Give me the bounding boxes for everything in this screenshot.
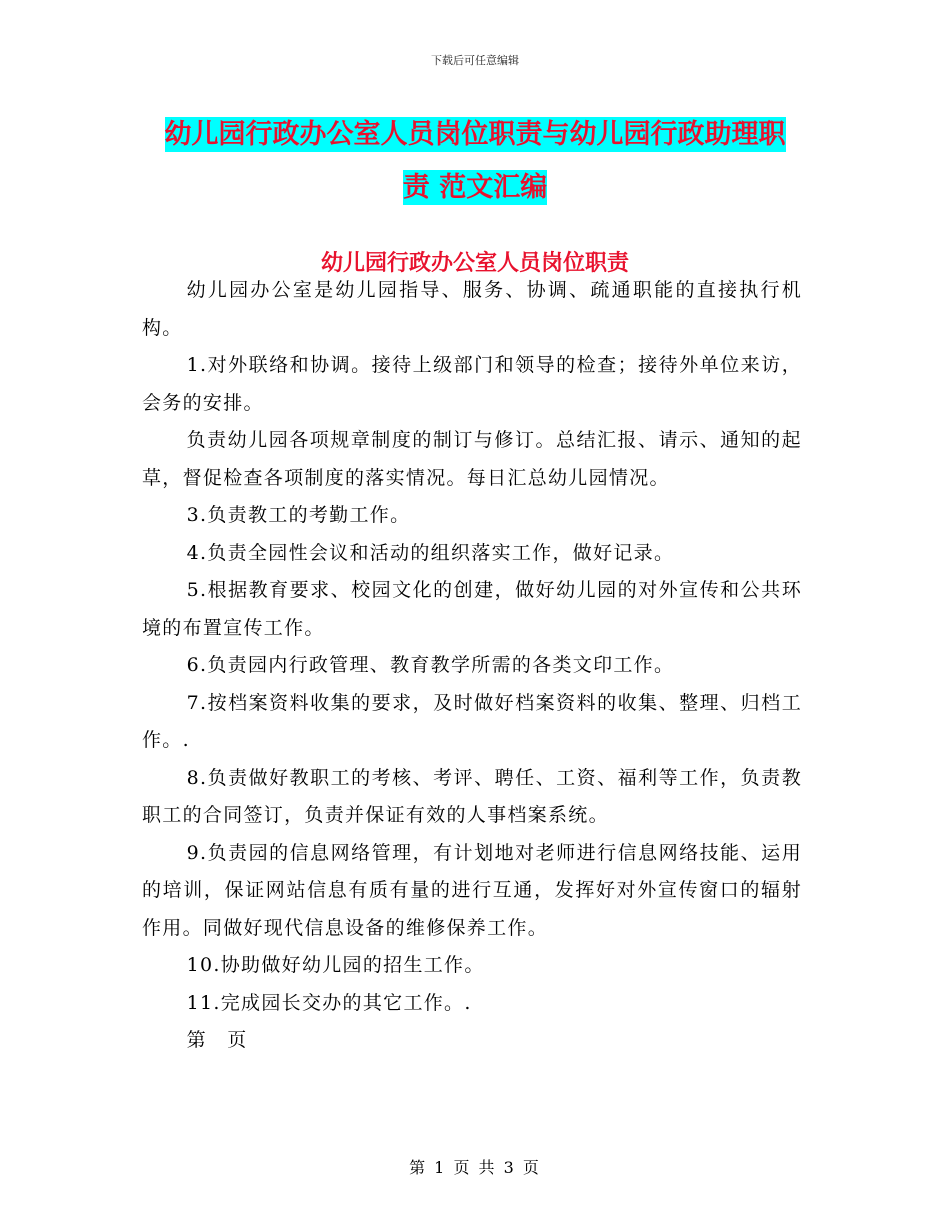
paragraph: 9.负责园的信息网络管理，有计划地对老师进行信息网络技能、运用的培训，保证网站信息有质有量的进行互通，发挥好对外宣传窗口的辐射作用。同做好现代信息设备的维修保养工作。 <box>142 841 802 939</box>
page-marker: 第 页 <box>186 1029 248 1051</box>
paragraph: 负责幼儿园各项规章制度的制订与修订。总结汇报、请示、通知的起草，督促检查各项制度的落实情况。每日汇总幼儿园情况。 <box>142 429 802 489</box>
page-footer: 第 1 页 共 3 页 <box>409 1158 541 1177</box>
paragraph: 11.完成园长交办的其它工作。. <box>186 991 472 1014</box>
paragraph: 8.负责做好教职工的考核、考评、聘任、工资、福利等工作，负责教职工的合同签订，负责并保证有效的人事档案系统。 <box>142 766 802 826</box>
paragraph: 7.按档案资料收集的要求，及时做好档案资料的收集、整理、归档工作。. <box>142 691 802 751</box>
paragraph: 1.对外联络和协调。接待上级部门和领导的检查；接待外单位来访，会务的安排。 <box>142 354 802 414</box>
title-line-1: 幼儿园行政办公室人员岗位职责与幼儿园行政助理职 <box>164 119 786 150</box>
paragraph: 3.负责教工的考勤工作。 <box>186 504 411 526</box>
section-title: 幼儿园行政办公室人员岗位职责 <box>320 251 629 276</box>
header-note: 下载后可任意编辑 <box>431 54 519 67</box>
title-line-2: 责 范文汇编 <box>402 172 548 203</box>
paragraph: 6.负责园内行政管理、教育教学所需的各类文印工作。 <box>186 654 675 676</box>
document-body <box>142 272 802 1060</box>
paragraph: 4.负责全园性会议和活动的组织落实工作，做好记录。 <box>186 541 675 564</box>
document-title <box>140 108 810 214</box>
paragraph: 5.根据教育要求、校园文化的创建，做好幼儿园的对外宣传和公共环境的布置宣传工作。 <box>142 579 802 639</box>
paragraph: 幼儿园办公室是幼儿园指导、服务、协调、疏通职能的直接执行机构。 <box>142 279 802 339</box>
paragraph: 10.协助做好幼儿园的招生工作。 <box>186 954 485 976</box>
